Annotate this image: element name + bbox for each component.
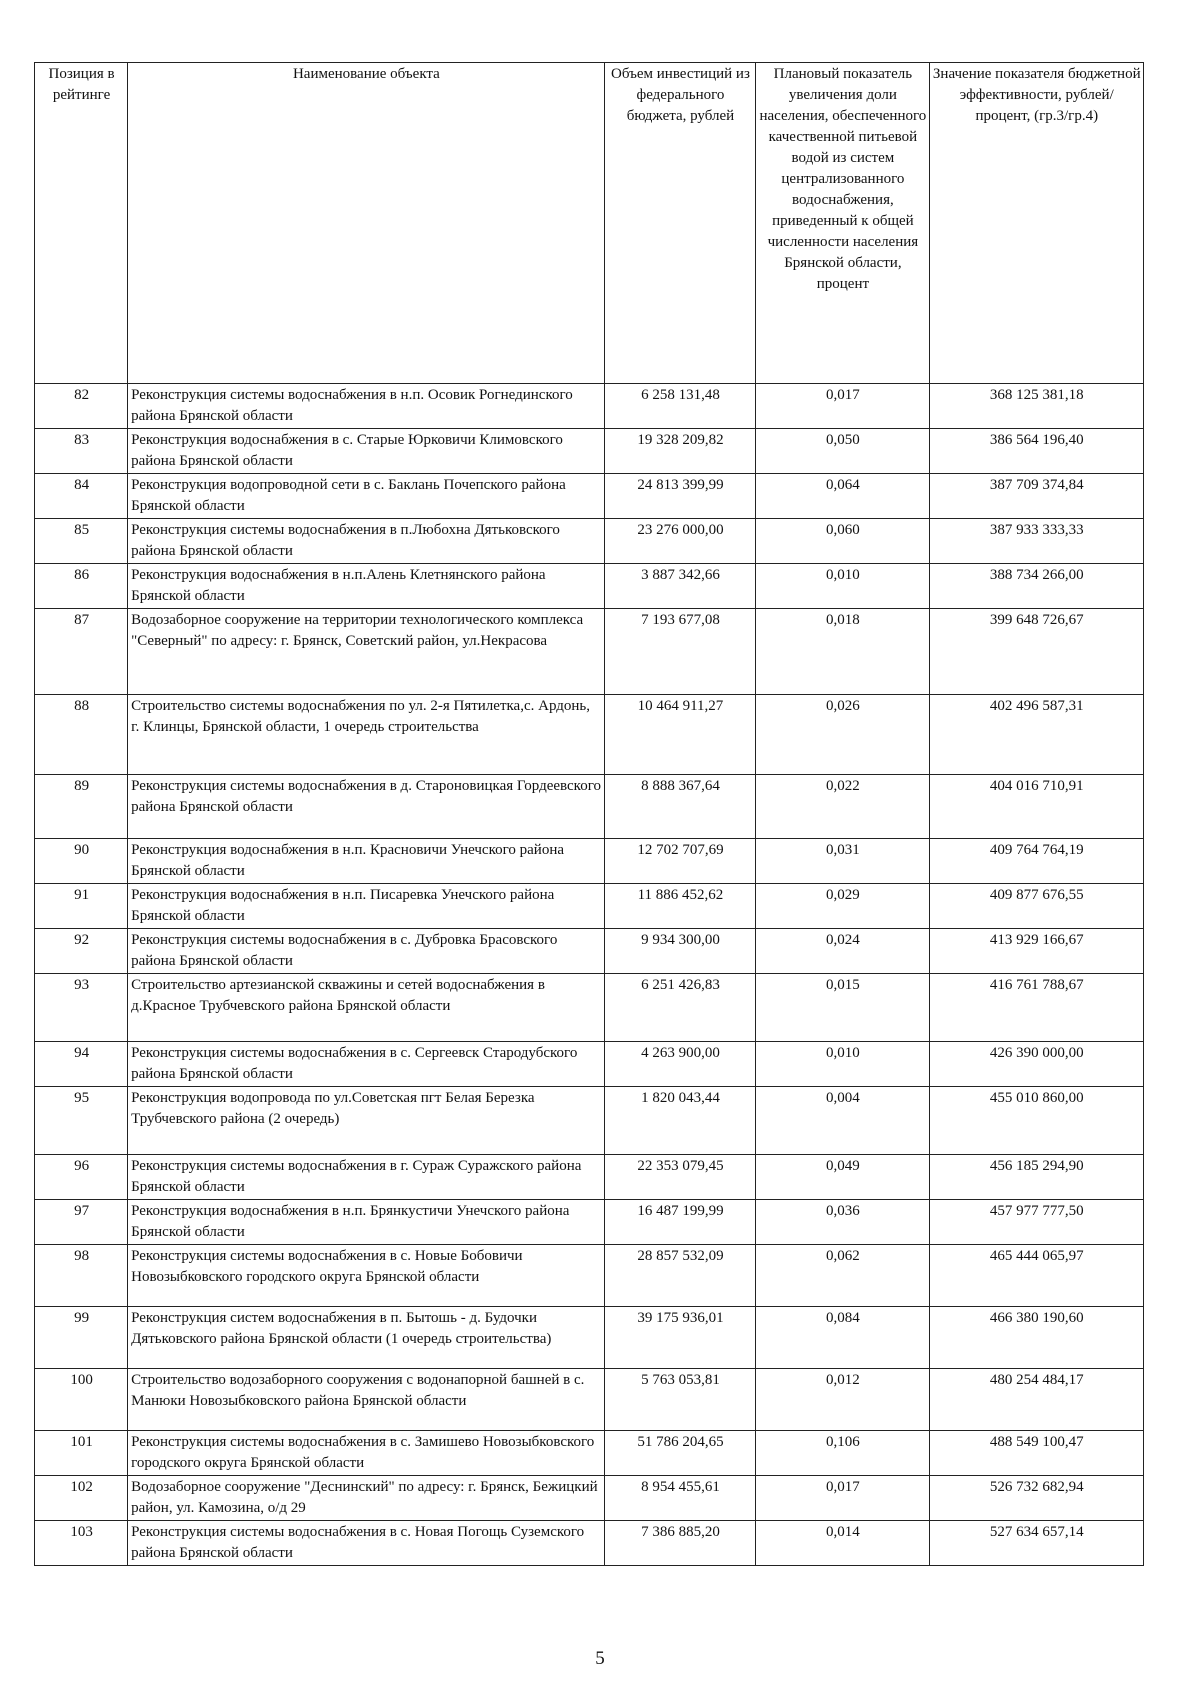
row-value: 480 254 484,17 <box>929 1369 1143 1431</box>
row-value: 457 977 777,50 <box>929 1200 1143 1245</box>
page-number: 5 <box>595 1648 605 1669</box>
row-investment: 8 954 455,61 <box>604 1476 756 1521</box>
row-investment: 39 175 936,01 <box>604 1307 756 1369</box>
row-investment: 6 258 131,48 <box>604 384 756 429</box>
row-investment: 3 887 342,66 <box>604 564 756 609</box>
row-plan: 0,026 <box>756 695 929 775</box>
row-value: 387 709 374,84 <box>929 474 1143 519</box>
row-name: Реконструкция системы водоснабжения в н.п. Осовик Рогнединского района Брянской области <box>128 384 605 429</box>
row-name: Реконструкция систем водоснабжения в п. Бытошь - д. Будочки Дятьковского района Брянской области (1 очередь строительства) <box>128 1307 605 1369</box>
row-position: 91 <box>35 884 128 929</box>
table-row <box>35 1521 1144 1566</box>
row-position: 92 <box>35 929 128 974</box>
row-value: 368 125 381,18 <box>929 384 1143 429</box>
rating-table <box>34 62 1144 1566</box>
row-investment: 28 857 532,09 <box>604 1245 756 1307</box>
row-value: 386 564 196,40 <box>929 429 1143 474</box>
row-name: Реконструкция водопровода по ул.Советская пгт Белая Березка Трубчевского района (2 очередь) <box>128 1087 605 1155</box>
row-plan: 0,062 <box>756 1245 929 1307</box>
row-investment: 23 276 000,00 <box>604 519 756 564</box>
row-plan: 0,012 <box>756 1369 929 1431</box>
row-value: 399 648 726,67 <box>929 609 1143 695</box>
row-investment: 11 886 452,62 <box>604 884 756 929</box>
row-investment: 51 786 204,65 <box>604 1431 756 1476</box>
table-row <box>35 974 1144 1042</box>
table-header-row <box>35 63 1144 384</box>
row-position: 83 <box>35 429 128 474</box>
row-name: Реконструкция системы водоснабжения в с. Дубровка Брасовского района Брянской области <box>128 929 605 974</box>
row-value: 456 185 294,90 <box>929 1155 1143 1200</box>
table-row <box>35 1431 1144 1476</box>
row-plan: 0,014 <box>756 1521 929 1566</box>
row-value: 409 877 676,55 <box>929 884 1143 929</box>
row-position: 102 <box>35 1476 128 1521</box>
table-row <box>35 1155 1144 1200</box>
row-name: Реконструкция системы водоснабжения в с. Замишево Новозыбковского городского округа Брянской области <box>128 1431 605 1476</box>
row-plan: 0,049 <box>756 1155 929 1200</box>
row-position: 86 <box>35 564 128 609</box>
row-plan: 0,017 <box>756 1476 929 1521</box>
row-name: Реконструкция системы водоснабжения в г. Сураж Суражского района Брянской области <box>128 1155 605 1200</box>
row-value: 416 761 788,67 <box>929 974 1143 1042</box>
row-plan: 0,018 <box>756 609 929 695</box>
row-investment: 7 193 677,08 <box>604 609 756 695</box>
row-investment: 6 251 426,83 <box>604 974 756 1042</box>
row-name: Реконструкция системы водоснабжения в с. Сергеевск Стародубского района Брянской области <box>128 1042 605 1087</box>
row-investment: 4 263 900,00 <box>604 1042 756 1087</box>
header-investment: Объем инвестиций из федерального бюджета, рублей <box>604 63 756 384</box>
row-plan: 0,022 <box>756 775 929 839</box>
row-plan: 0,106 <box>756 1431 929 1476</box>
row-name: Реконструкция системы водоснабжения в п.Любохна Дятьковского района Брянской области <box>128 519 605 564</box>
table-row <box>35 474 1144 519</box>
row-name: Реконструкция водоснабжения в н.п. Красновичи Унечского района Брянской области <box>128 839 605 884</box>
row-position: 101 <box>35 1431 128 1476</box>
row-value: 402 496 587,31 <box>929 695 1143 775</box>
row-name: Реконструкция системы водоснабжения в д. Староновицкая Гордеевского района Брянской области <box>128 775 605 839</box>
row-plan: 0,004 <box>756 1087 929 1155</box>
row-name: Реконструкция водоснабжения в н.п.Алень Клетнянского района Брянской области <box>128 564 605 609</box>
row-value: 426 390 000,00 <box>929 1042 1143 1087</box>
row-name: Водозаборное сооружение на территории технологического комплекса "Северный" по адресу: г. Брянск, Советский район, ул.Некрасова <box>128 609 605 695</box>
row-plan: 0,010 <box>756 1042 929 1087</box>
header-position: Позиция в рейтинге <box>35 63 128 384</box>
header-name: Наименование объекта <box>128 63 605 384</box>
row-investment: 8 888 367,64 <box>604 775 756 839</box>
row-plan: 0,036 <box>756 1200 929 1245</box>
table-row <box>35 1200 1144 1245</box>
row-name: Реконструкция системы водоснабжения в с. Новые Бобовичи Новозыбковского городского округа Брянской области <box>128 1245 605 1307</box>
row-name: Строительство артезианской скважины и сетей водоснабжения в д.Красное Трубчевского района Брянской области <box>128 974 605 1042</box>
row-value: 409 764 764,19 <box>929 839 1143 884</box>
table-row <box>35 1476 1144 1521</box>
row-position: 103 <box>35 1521 128 1566</box>
row-plan: 0,050 <box>756 429 929 474</box>
table-row <box>35 1307 1144 1369</box>
row-investment: 22 353 079,45 <box>604 1155 756 1200</box>
row-position: 95 <box>35 1087 128 1155</box>
row-name: Строительство системы водоснабжения по ул. 2-я Пятилетка,с. Ардонь, г. Клинцы, Брянской области, 1 очередь строительства <box>128 695 605 775</box>
row-investment: 7 386 885,20 <box>604 1521 756 1566</box>
row-position: 89 <box>35 775 128 839</box>
row-value: 387 933 333,33 <box>929 519 1143 564</box>
table-row <box>35 884 1144 929</box>
row-value: 465 444 065,97 <box>929 1245 1143 1307</box>
table-row <box>35 519 1144 564</box>
row-plan: 0,017 <box>756 384 929 429</box>
row-position: 94 <box>35 1042 128 1087</box>
row-plan: 0,064 <box>756 474 929 519</box>
row-name: Водозаборное сооружение "Деснинский" по адресу: г. Брянск, Бежицкий район, ул. Камозина, о/д 29 <box>128 1476 605 1521</box>
row-investment: 9 934 300,00 <box>604 929 756 974</box>
row-value: 404 016 710,91 <box>929 775 1143 839</box>
row-investment: 5 763 053,81 <box>604 1369 756 1431</box>
row-name: Реконструкция водопроводной сети в с. Баклань Почепского района Брянской области <box>128 474 605 519</box>
table-row <box>35 929 1144 974</box>
table-body <box>35 384 1144 1566</box>
row-plan: 0,010 <box>756 564 929 609</box>
row-position: 100 <box>35 1369 128 1431</box>
row-plan: 0,084 <box>756 1307 929 1369</box>
row-position: 99 <box>35 1307 128 1369</box>
row-position: 97 <box>35 1200 128 1245</box>
row-plan: 0,015 <box>756 974 929 1042</box>
table-row <box>35 1087 1144 1155</box>
table-row <box>35 384 1144 429</box>
table-row <box>35 609 1144 695</box>
table-row <box>35 1042 1144 1087</box>
row-value: 527 634 657,14 <box>929 1521 1143 1566</box>
row-value: 488 549 100,47 <box>929 1431 1143 1476</box>
row-value: 466 380 190,60 <box>929 1307 1143 1369</box>
row-value: 413 929 166,67 <box>929 929 1143 974</box>
row-position: 98 <box>35 1245 128 1307</box>
table-row <box>35 564 1144 609</box>
row-position: 96 <box>35 1155 128 1200</box>
row-investment: 16 487 199,99 <box>604 1200 756 1245</box>
row-name: Реконструкция водоснабжения в с. Старые Юрковичи Климовского района Брянской области <box>128 429 605 474</box>
row-plan: 0,060 <box>756 519 929 564</box>
table-row <box>35 775 1144 839</box>
header-value: Значение показателя бюджетной эффективности, рублей/процент, (гр.3/гр.4) <box>929 63 1143 384</box>
table-row <box>35 695 1144 775</box>
row-name: Реконструкция водоснабжения в н.п. Брянкустичи Унечского района Брянской области <box>128 1200 605 1245</box>
row-plan: 0,024 <box>756 929 929 974</box>
header-plan: Плановый показатель увеличения доли населения, обеспеченного качественной питьевой водой из систем централизованного водоснабжения, приведенный к общей численности населения Брянской области, процент <box>756 63 929 384</box>
row-position: 93 <box>35 974 128 1042</box>
row-investment: 1 820 043,44 <box>604 1087 756 1155</box>
row-investment: 10 464 911,27 <box>604 695 756 775</box>
row-position: 90 <box>35 839 128 884</box>
table-row <box>35 429 1144 474</box>
row-name: Строительство водозаборного сооружения с водонапорной башней в с. Манюки Новозыбковского района Брянской области <box>128 1369 605 1431</box>
row-position: 88 <box>35 695 128 775</box>
row-position: 82 <box>35 384 128 429</box>
row-investment: 12 702 707,69 <box>604 839 756 884</box>
row-plan: 0,031 <box>756 839 929 884</box>
row-investment: 19 328 209,82 <box>604 429 756 474</box>
row-value: 455 010 860,00 <box>929 1087 1143 1155</box>
row-position: 87 <box>35 609 128 695</box>
table-row <box>35 839 1144 884</box>
row-investment: 24 813 399,99 <box>604 474 756 519</box>
row-value: 526 732 682,94 <box>929 1476 1143 1521</box>
row-value: 388 734 266,00 <box>929 564 1143 609</box>
row-name: Реконструкция системы водоснабжения в с. Новая Погощь Суземского района Брянской области <box>128 1521 605 1566</box>
table-row <box>35 1245 1144 1307</box>
row-position: 85 <box>35 519 128 564</box>
row-name: Реконструкция водоснабжения в н.п. Писаревка Унечского района Брянской области <box>128 884 605 929</box>
row-plan: 0,029 <box>756 884 929 929</box>
row-position: 84 <box>35 474 128 519</box>
table-row <box>35 1369 1144 1431</box>
